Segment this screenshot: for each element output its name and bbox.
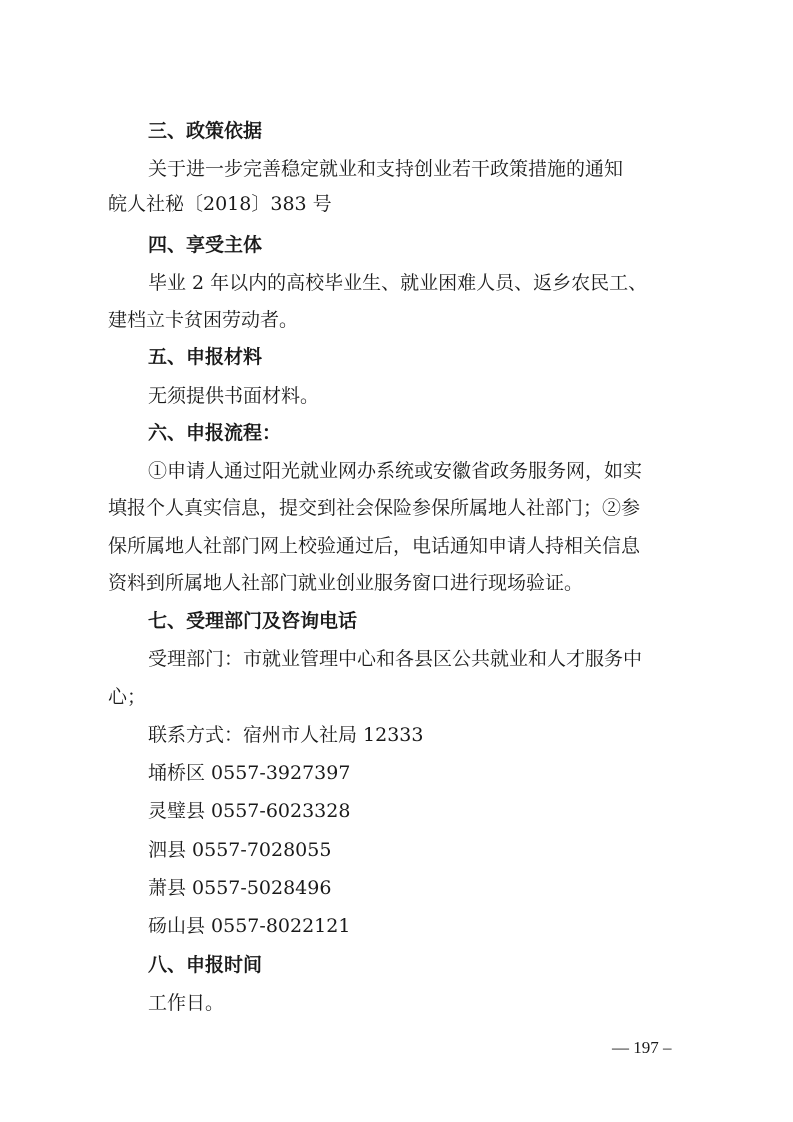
- section-7-line-2: 心；: [108, 686, 147, 708]
- section-4-line-1: 毕业 2 年以内的高校毕业生、就业困难人员、返乡农民工、: [148, 272, 648, 294]
- page-number: — 197 –: [612, 1038, 672, 1057]
- section-7-line-1: 受理部门：市就业管理中心和各县区公共就业和人才服务中: [148, 648, 643, 670]
- section-3-line-2: 皖人社秘〔2018〕383 号: [108, 193, 332, 215]
- section-4-heading: 四、享受主体: [148, 234, 263, 256]
- contact-dangshan: 砀山县 0557-8022121: [148, 915, 351, 937]
- contact-lingbi: 灵璧县 0557-6023328: [148, 800, 351, 822]
- section-8-heading: 八、申报时间: [148, 954, 263, 976]
- contact-yongqiao: 埇桥区 0557-3927397: [148, 762, 351, 784]
- section-6-heading: 六、申报流程：: [148, 422, 282, 444]
- section-3-heading: 三、政策依据: [148, 120, 263, 142]
- section-6-line-2: 填报个人真实信息，提交到社会保险参保所属地人社部门；②参: [108, 497, 641, 519]
- section-5-heading: 五、申报材料: [148, 346, 263, 368]
- section-8-line-1: 工作日。: [148, 992, 225, 1014]
- contact-main: 联系方式：宿州市人社局 12333: [148, 724, 424, 746]
- section-6-line-1: ①申请人通过阳光就业网办系统或安徽省政务服务网，如实: [148, 460, 643, 482]
- section-5-line-1: 无须提供书面材料。: [148, 385, 320, 407]
- section-4-line-2: 建档立卡贫困劳动者。: [108, 309, 299, 331]
- section-6-line-4: 资料到所属地人社部门就业创业服务窗口进行现场验证。: [108, 572, 584, 594]
- section-3-line-1: 关于进一步完善稳定就业和支持创业若干政策措施的通知: [148, 158, 624, 180]
- contact-sixian: 泗县 0557-7028055: [148, 839, 332, 861]
- section-6-line-3: 保所属地人社部门网上校验通过后，电话通知申请人持相关信息: [108, 535, 641, 557]
- section-7-heading: 七、受理部门及咨询电话: [148, 610, 358, 632]
- contact-xiaoxian: 萧县 0557-5028496: [148, 877, 332, 899]
